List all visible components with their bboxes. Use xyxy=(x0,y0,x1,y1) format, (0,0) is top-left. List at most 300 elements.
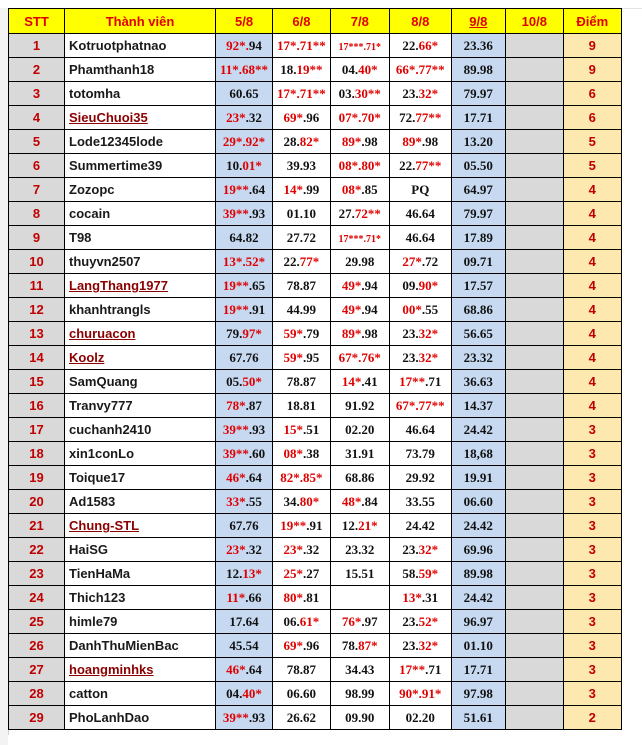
score-cell-d108[interactable] xyxy=(505,586,563,610)
member-name-cell[interactable]: SamQuang xyxy=(65,370,216,394)
score-cell-d68[interactable] xyxy=(273,370,331,394)
points-cell[interactable]: 4 xyxy=(563,298,621,322)
stt-cell[interactable]: 15 xyxy=(9,370,65,394)
stt-cell[interactable]: 21 xyxy=(9,514,65,538)
stt-cell[interactable]: 18 xyxy=(9,442,65,466)
member-name-cell[interactable]: Thich123 xyxy=(65,586,216,610)
score-cell-d58[interactable] xyxy=(216,634,273,658)
stt-cell[interactable]: 13 xyxy=(9,322,65,346)
score-cell-d88[interactable] xyxy=(389,418,451,442)
points-cell[interactable]: 3 xyxy=(563,610,621,634)
score-cell-d68[interactable] xyxy=(273,418,331,442)
score-cell-d108[interactable] xyxy=(505,34,563,58)
score-cell-d108[interactable] xyxy=(505,58,563,82)
points-cell[interactable]: 4 xyxy=(563,202,621,226)
points-cell[interactable]: 6 xyxy=(563,106,621,130)
score-cell-d58[interactable] xyxy=(216,178,273,202)
score-cell-d98[interactable]: 68.86 xyxy=(451,298,505,322)
score-cell-d58[interactable] xyxy=(216,202,273,226)
stt-cell[interactable]: 5 xyxy=(9,130,65,154)
score-fragment: 82* xyxy=(299,133,320,149)
score-cell-d78[interactable] xyxy=(330,490,389,514)
score-cell-d88[interactable] xyxy=(389,58,451,82)
score-cell-d68[interactable] xyxy=(273,346,331,370)
points-cell[interactable]: 3 xyxy=(563,538,621,562)
score-cell-d58[interactable] xyxy=(216,298,273,322)
score-cell-d98[interactable]: 96.97 xyxy=(451,610,505,634)
score-fragment: 44.99 xyxy=(286,301,317,317)
score-fragment: 77** xyxy=(415,157,442,173)
score-cell-d68[interactable] xyxy=(273,466,331,490)
score-cell-d88[interactable] xyxy=(389,658,451,682)
score-cell-d78[interactable] xyxy=(330,610,389,634)
score-cell-d98[interactable]: 51.61 xyxy=(451,706,505,730)
score-cell-d58[interactable] xyxy=(216,610,273,634)
stt-cell[interactable]: 11 xyxy=(9,274,65,298)
member-name-cell[interactable]: SieuChuoi35 xyxy=(65,106,216,130)
score-cell-d108[interactable] xyxy=(505,202,563,226)
score-cell-d98[interactable]: 14.37 xyxy=(451,394,505,418)
score-cell-d108[interactable] xyxy=(505,562,563,586)
score-cell-d108[interactable] xyxy=(505,490,563,514)
score-fragment: 13* xyxy=(242,565,262,581)
score-cell-d68[interactable] xyxy=(273,490,331,514)
score-cell-d98[interactable]: 69.96 xyxy=(451,538,505,562)
score-cell-d78[interactable] xyxy=(330,322,389,346)
score-cell-d108[interactable] xyxy=(505,610,563,634)
header-member[interactable]: Thành viên xyxy=(65,9,216,34)
score-cell-d78[interactable] xyxy=(330,178,389,202)
header-points[interactable]: Điểm xyxy=(563,9,621,34)
score-cell-d108[interactable] xyxy=(505,82,563,106)
score-cell-d68[interactable] xyxy=(273,82,331,106)
member-name-cell[interactable]: Koolz xyxy=(65,346,216,370)
score-cell-d78[interactable] xyxy=(330,58,389,82)
points-cell[interactable]: 4 xyxy=(563,346,621,370)
score-cell-d58[interactable] xyxy=(216,274,273,298)
stt-cell[interactable]: 16 xyxy=(9,394,65,418)
score-cell-d88[interactable] xyxy=(389,346,451,370)
points-cell[interactable]: 6 xyxy=(563,82,621,106)
score-cell-d98[interactable]: 17.89 xyxy=(451,226,505,250)
member-name-cell[interactable]: TienHaMa xyxy=(65,562,216,586)
header-date-9-8[interactable]: 9/8 xyxy=(451,9,505,34)
score-cell-d78[interactable] xyxy=(330,370,389,394)
score-cell-d98[interactable]: 79.97 xyxy=(451,202,505,226)
points-cell[interactable]: 3 xyxy=(563,562,621,586)
score-cell-d98[interactable]: 24.42 xyxy=(451,586,505,610)
score-cell-d88[interactable] xyxy=(389,442,451,466)
stt-cell[interactable]: 7 xyxy=(9,178,65,202)
score-cell-d58[interactable] xyxy=(216,682,273,706)
score-cell-d98[interactable]: 56.65 xyxy=(451,322,505,346)
score-fragment: .98 xyxy=(421,133,439,149)
score-cell-d108[interactable] xyxy=(505,298,563,322)
score-cell-d98[interactable]: 36.63 xyxy=(451,370,505,394)
score-cell-d58[interactable] xyxy=(216,106,273,130)
score-cell-d108[interactable] xyxy=(505,658,563,682)
stt-cell[interactable]: 14 xyxy=(9,346,65,370)
score-fragment: 15.51 xyxy=(345,565,375,581)
score-cell-d108[interactable] xyxy=(505,346,563,370)
score-cell-d78[interactable] xyxy=(330,514,389,538)
header-date-7-8[interactable]: 7/8 xyxy=(330,9,389,34)
points-cell[interactable]: 9 xyxy=(563,34,621,58)
points-cell[interactable]: 5 xyxy=(563,130,621,154)
score-fragment: 29.98 xyxy=(345,253,375,269)
points-cell[interactable]: 3 xyxy=(563,586,621,610)
member-name-cell[interactable]: catton xyxy=(65,682,216,706)
score-cell-d58[interactable] xyxy=(216,82,273,106)
score-cell-d58[interactable] xyxy=(216,586,273,610)
score-cell-d108[interactable] xyxy=(505,466,563,490)
score-fragment: 32* xyxy=(418,637,439,653)
stt-cell[interactable]: 27 xyxy=(9,658,65,682)
score-cell-d108[interactable] xyxy=(505,106,563,130)
score-cell-d88[interactable] xyxy=(389,250,451,274)
score-cell-d58[interactable] xyxy=(216,322,273,346)
score-cell-d68[interactable] xyxy=(273,658,331,682)
stt-cell[interactable]: 9 xyxy=(9,226,65,250)
stt-cell[interactable]: 29 xyxy=(9,706,65,730)
stt-cell[interactable]: 2 xyxy=(9,58,65,82)
score-cell-d58[interactable] xyxy=(216,658,273,682)
score-cell-d108[interactable] xyxy=(505,154,563,178)
score-cell-d98[interactable]: 24.42 xyxy=(451,514,505,538)
score-cell-d68[interactable] xyxy=(273,562,331,586)
score-cell-d88[interactable] xyxy=(389,706,451,730)
points-cell[interactable]: 9 xyxy=(563,58,621,82)
score-cell-d88[interactable] xyxy=(389,202,451,226)
score-cell-d68[interactable] xyxy=(273,538,331,562)
score-cell-d98[interactable]: 09.71 xyxy=(451,250,505,274)
score-cell-d68[interactable] xyxy=(273,682,331,706)
member-name-cell[interactable]: HaiSG xyxy=(65,538,216,562)
score-cell-d78[interactable] xyxy=(330,706,389,730)
score-fragment: .91 xyxy=(248,301,266,317)
score-cell-d58[interactable] xyxy=(216,250,273,274)
score-fragment: 58. xyxy=(402,565,419,581)
stt-cell[interactable]: 4 xyxy=(9,106,65,130)
score-cell-d98[interactable]: 89.98 xyxy=(451,562,505,586)
member-name-cell[interactable]: totomha xyxy=(65,82,216,106)
score-cell-d68[interactable] xyxy=(273,322,331,346)
score-cell-d88[interactable] xyxy=(389,178,451,202)
score-cell-d68[interactable] xyxy=(273,202,331,226)
score-cell-d78[interactable] xyxy=(330,130,389,154)
score-cell-d88[interactable] xyxy=(389,226,451,250)
score-cell-d68[interactable] xyxy=(273,442,331,466)
score-cell-d58[interactable] xyxy=(216,418,273,442)
score-cell-d108[interactable] xyxy=(505,370,563,394)
member-name-cell[interactable]: Zozopc xyxy=(65,178,216,202)
score-cell-d98[interactable]: 17.71 xyxy=(451,106,505,130)
score-cell-d108[interactable] xyxy=(505,514,563,538)
score-cell-d58[interactable] xyxy=(216,130,273,154)
points-cell[interactable]: 3 xyxy=(563,514,621,538)
stt-cell[interactable]: 17 xyxy=(9,418,65,442)
member-name-cell[interactable]: Tranvy777 xyxy=(65,394,216,418)
member-name-cell[interactable]: khanhtrangls xyxy=(65,298,216,322)
member-name-cell[interactable]: Toique17 xyxy=(65,466,216,490)
score-cell-d98[interactable]: 64.97 xyxy=(451,178,505,202)
score-cell-d78[interactable] xyxy=(330,562,389,586)
score-cell-d108[interactable] xyxy=(505,322,563,346)
score-cell-d68[interactable] xyxy=(273,634,331,658)
score-cell-d88[interactable] xyxy=(389,562,451,586)
score-cell-d98[interactable]: 13.20 xyxy=(451,130,505,154)
member-name-cell[interactable]: DanhThuMienBac xyxy=(65,634,216,658)
stt-cell[interactable]: 6 xyxy=(9,154,65,178)
points-cell[interactable]: 4 xyxy=(563,394,621,418)
score-cell-d58[interactable] xyxy=(216,706,273,730)
stt-cell[interactable]: 10 xyxy=(9,250,65,274)
member-name-cell[interactable]: Phamthanh18 xyxy=(65,58,216,82)
score-cell-d88[interactable] xyxy=(389,682,451,706)
score-cell-d108[interactable] xyxy=(505,634,563,658)
points-cell[interactable]: 5 xyxy=(563,154,621,178)
score-cell-d88[interactable] xyxy=(389,490,451,514)
score-fragment: 17*.71** xyxy=(277,37,326,53)
score-fragment: .32 xyxy=(303,541,320,557)
score-fragment: 32* xyxy=(418,349,439,365)
score-cell-d78[interactable] xyxy=(330,634,389,658)
score-cell-d88[interactable] xyxy=(389,370,451,394)
score-cell-d78[interactable] xyxy=(330,298,389,322)
score-cell-d78[interactable] xyxy=(330,82,389,106)
member-name-cell[interactable]: hoangminhks xyxy=(65,658,216,682)
score-cell-d58[interactable] xyxy=(216,346,273,370)
score-cell-d58[interactable] xyxy=(216,466,273,490)
member-name-cell[interactable]: himle79 xyxy=(65,610,216,634)
score-cell-d58[interactable] xyxy=(216,514,273,538)
score-cell-d68[interactable] xyxy=(273,586,331,610)
score-fragment: 10. xyxy=(226,157,243,173)
stt-cell[interactable]: 26 xyxy=(9,634,65,658)
stt-cell[interactable]: 8 xyxy=(9,202,65,226)
score-fragment: 14* xyxy=(283,181,304,197)
header-date-10-8[interactable]: 10/8 xyxy=(505,9,563,34)
score-fragment: 02.20 xyxy=(345,421,375,437)
score-cell-d68[interactable] xyxy=(273,34,331,58)
points-cell[interactable]: 4 xyxy=(563,274,621,298)
points-cell[interactable]: 3 xyxy=(563,466,621,490)
score-cell-d88[interactable] xyxy=(389,586,451,610)
points-cell[interactable]: 3 xyxy=(563,442,621,466)
score-cell-d68[interactable] xyxy=(273,226,331,250)
points-cell[interactable]: 4 xyxy=(563,322,621,346)
score-cell-d98[interactable]: 23.32 xyxy=(451,346,505,370)
score-cell-d98[interactable]: 06.60 xyxy=(451,490,505,514)
score-cell-d98[interactable]: 19.91 xyxy=(451,466,505,490)
score-cell-d78[interactable] xyxy=(330,442,389,466)
score-cell-d78[interactable] xyxy=(330,34,389,58)
score-fragment: 48* xyxy=(341,493,362,509)
table-row xyxy=(9,250,622,274)
stt-cell[interactable]: 22 xyxy=(9,538,65,562)
member-name-cell[interactable]: churuacon xyxy=(65,322,216,346)
score-cell-d88[interactable] xyxy=(389,466,451,490)
member-name-cell[interactable]: Lode12345lode xyxy=(65,130,216,154)
score-fragment: 32* xyxy=(418,325,439,341)
score-cell-d68[interactable] xyxy=(273,250,331,274)
score-fragment: 23. xyxy=(402,85,419,101)
score-cell-d88[interactable] xyxy=(389,514,451,538)
score-cell-d78[interactable] xyxy=(330,346,389,370)
score-cell-d98[interactable]: 97.98 xyxy=(451,682,505,706)
score-cell-d78[interactable] xyxy=(330,682,389,706)
score-cell-d98[interactable]: 79.97 xyxy=(451,82,505,106)
points-cell[interactable]: 3 xyxy=(563,634,621,658)
score-cell-d58[interactable] xyxy=(216,490,273,514)
score-cell-d68[interactable] xyxy=(273,154,331,178)
score-cell-d88[interactable] xyxy=(389,130,451,154)
score-cell-d108[interactable] xyxy=(505,130,563,154)
points-cell[interactable]: 4 xyxy=(563,370,621,394)
stt-cell[interactable]: 3 xyxy=(9,82,65,106)
score-cell-d58[interactable] xyxy=(216,394,273,418)
score-fragment: 01* xyxy=(242,157,262,173)
score-cell-d88[interactable] xyxy=(389,634,451,658)
member-name-cell[interactable]: Chung-STL xyxy=(65,514,216,538)
score-cell-d108[interactable] xyxy=(505,682,563,706)
score-cell-d108[interactable] xyxy=(505,538,563,562)
score-cell-d98[interactable]: 17.57 xyxy=(451,274,505,298)
score-cell-d58[interactable] xyxy=(216,442,273,466)
score-cell-d78[interactable] xyxy=(330,586,389,610)
score-cell-d108[interactable] xyxy=(505,178,563,202)
points-cell[interactable]: 3 xyxy=(563,418,621,442)
score-cell-d68[interactable] xyxy=(273,610,331,634)
header-date-6-8[interactable]: 6/8 xyxy=(273,9,331,34)
score-cell-d108[interactable] xyxy=(505,250,563,274)
score-cell-d68[interactable] xyxy=(273,706,331,730)
points-cell[interactable]: 4 xyxy=(563,178,621,202)
score-cell-d98[interactable]: 23.36 xyxy=(451,34,505,58)
stt-cell[interactable]: 12 xyxy=(9,298,65,322)
score-cell-d88[interactable] xyxy=(389,610,451,634)
score-fragment: 59* xyxy=(418,565,439,581)
header-date-5-8[interactable]: 5/8 xyxy=(216,9,273,34)
score-fragment: 45.54 xyxy=(229,637,259,653)
score-cell-d88[interactable] xyxy=(389,394,451,418)
score-fragment: 69* xyxy=(283,637,304,653)
score-cell-d88[interactable] xyxy=(389,106,451,130)
score-cell-d58[interactable] xyxy=(216,562,273,586)
points-cell[interactable]: 3 xyxy=(563,682,621,706)
score-fragment: 23* xyxy=(283,541,304,557)
points-cell[interactable]: 3 xyxy=(563,658,621,682)
score-cell-d108[interactable] xyxy=(505,442,563,466)
member-name-cell[interactable]: T98 xyxy=(65,226,216,250)
header-stt[interactable]: STT xyxy=(9,9,65,34)
score-cell-d88[interactable] xyxy=(389,298,451,322)
stt-cell[interactable]: 1 xyxy=(9,34,65,58)
score-cell-d88[interactable] xyxy=(389,34,451,58)
member-name-cell[interactable]: cuchanh2410 xyxy=(65,418,216,442)
score-cell-d78[interactable] xyxy=(330,538,389,562)
score-cell-d78[interactable] xyxy=(330,658,389,682)
score-cell-d68[interactable] xyxy=(273,394,331,418)
stt-cell[interactable]: 24 xyxy=(9,586,65,610)
score-cell-d68[interactable] xyxy=(273,178,331,202)
score-cell-d108[interactable] xyxy=(505,274,563,298)
score-cell-d58[interactable] xyxy=(216,154,273,178)
score-cell-d68[interactable] xyxy=(273,58,331,82)
score-cell-d98[interactable]: 05.50 xyxy=(451,154,505,178)
score-cell-d98[interactable]: 17.71 xyxy=(451,658,505,682)
score-cell-d88[interactable] xyxy=(389,322,451,346)
score-cell-d108[interactable] xyxy=(505,418,563,442)
score-cell-d98[interactable]: 89.98 xyxy=(451,58,505,82)
score-fragment: .65 xyxy=(248,277,266,293)
score-cell-d78[interactable] xyxy=(330,202,389,226)
score-cell-d88[interactable] xyxy=(389,154,451,178)
score-cell-d78[interactable] xyxy=(330,466,389,490)
score-cell-d98[interactable]: 24.42 xyxy=(451,418,505,442)
stt-cell[interactable]: 28 xyxy=(9,682,65,706)
score-cell-d58[interactable] xyxy=(216,34,273,58)
score-cell-d78[interactable] xyxy=(330,418,389,442)
points-cell[interactable]: 3 xyxy=(563,490,621,514)
points-cell[interactable]: 2 xyxy=(563,706,621,730)
score-cell-d78[interactable] xyxy=(330,106,389,130)
score-cell-d78[interactable] xyxy=(330,250,389,274)
score-cell-d58[interactable] xyxy=(216,226,273,250)
score-cell-d88[interactable] xyxy=(389,82,451,106)
score-cell-d68[interactable] xyxy=(273,514,331,538)
score-cell-d78[interactable] xyxy=(330,394,389,418)
header-date-8-8[interactable]: 8/8 xyxy=(389,9,451,34)
score-fragment: 18.81 xyxy=(286,397,317,413)
score-cell-d98[interactable]: 18,68 xyxy=(451,442,505,466)
score-cell-d68[interactable] xyxy=(273,130,331,154)
member-name-cell[interactable]: PhoLanhDao xyxy=(65,706,216,730)
stt-cell[interactable]: 25 xyxy=(9,610,65,634)
points-cell[interactable]: 4 xyxy=(563,250,621,274)
member-name-cell[interactable]: Ad1583 xyxy=(65,490,216,514)
score-cell-d108[interactable] xyxy=(505,226,563,250)
table-row xyxy=(9,682,622,706)
score-cell-d78[interactable] xyxy=(330,274,389,298)
score-cell-d58[interactable] xyxy=(216,370,273,394)
points-cell[interactable]: 4 xyxy=(563,226,621,250)
score-cell-d88[interactable] xyxy=(389,538,451,562)
score-cell-d78[interactable] xyxy=(330,226,389,250)
stt-cell[interactable]: 23 xyxy=(9,562,65,586)
member-name-cell[interactable]: xin1conLo xyxy=(65,442,216,466)
member-name-cell[interactable]: Kotruotphatnao xyxy=(65,34,216,58)
member-name-cell[interactable]: cocain xyxy=(65,202,216,226)
member-name-cell[interactable]: Summertime39 xyxy=(65,154,216,178)
score-cell-d108[interactable] xyxy=(505,706,563,730)
score-fragment: 66*.77** xyxy=(395,61,445,77)
score-cell-d98[interactable]: 01.10 xyxy=(451,634,505,658)
score-cell-d68[interactable] xyxy=(273,274,331,298)
member-name-cell[interactable]: LangThang1977 xyxy=(65,274,216,298)
score-cell-d78[interactable] xyxy=(330,154,389,178)
score-cell-d88[interactable] xyxy=(389,274,451,298)
stt-cell[interactable]: 19 xyxy=(9,466,65,490)
score-cell-d68[interactable] xyxy=(273,106,331,130)
member-name-cell[interactable]: thuyvn2507 xyxy=(65,250,216,274)
stt-cell[interactable]: 20 xyxy=(9,490,65,514)
score-fragment: .96 xyxy=(303,637,320,653)
score-cell-d108[interactable] xyxy=(505,394,563,418)
score-cell-d68[interactable] xyxy=(273,298,331,322)
score-cell-d58[interactable] xyxy=(216,58,273,82)
score-cell-d58[interactable] xyxy=(216,538,273,562)
